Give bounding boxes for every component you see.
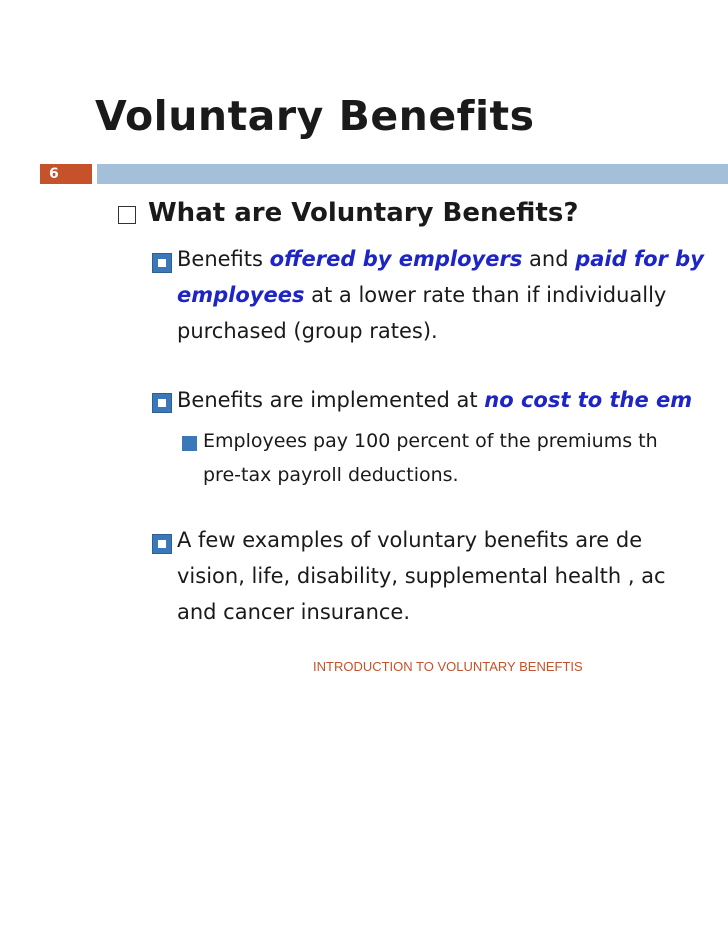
point2-pre: Benefits are implemented at xyxy=(177,388,485,412)
hollow-square-bullet-icon xyxy=(118,206,136,224)
point2-line1 xyxy=(177,388,728,412)
square-bullet-icon xyxy=(152,393,172,413)
slide-footer: INTRODUCTION TO VOLUNTARY BENEFTIS xyxy=(313,659,583,674)
filled-square-bullet-icon xyxy=(182,436,197,451)
point2-sub-line1: Employees pay 100 percent of the premiums th xyxy=(203,430,658,452)
heading-what-are-voluntary-benefits: What are Voluntary Benefits? xyxy=(148,198,579,228)
point3-line1: A few examples of voluntary benefits are de xyxy=(177,528,643,552)
point1-rest: at a lower rate than if individually xyxy=(304,283,667,307)
point1-emphasis-paid: paid for by xyxy=(575,247,704,271)
point1-line2 xyxy=(177,283,728,307)
point2-emphasis-no-cost: no cost to the em xyxy=(484,388,693,412)
point3-line3: and cancer insurance. xyxy=(177,600,411,624)
point2-sub-line2: pre-tax payroll deductions. xyxy=(203,464,459,486)
point1-line3: purchased (group rates). xyxy=(177,319,438,343)
title-bar xyxy=(97,164,728,184)
point1-pre: Benefits xyxy=(177,247,270,271)
point1-mid: and xyxy=(522,247,576,271)
square-bullet-icon xyxy=(152,534,172,554)
square-bullet-icon xyxy=(152,253,172,273)
point1-emphasis-offered: offered by employers xyxy=(269,247,523,271)
slide-title: Voluntary Benefits xyxy=(95,92,535,140)
point1-emphasis-employees: employees xyxy=(177,283,305,307)
point1-line1 xyxy=(177,247,728,271)
point3-line2: vision, life, disability, supplemental health , ac xyxy=(177,564,666,588)
slide-number: 6 xyxy=(40,164,92,184)
